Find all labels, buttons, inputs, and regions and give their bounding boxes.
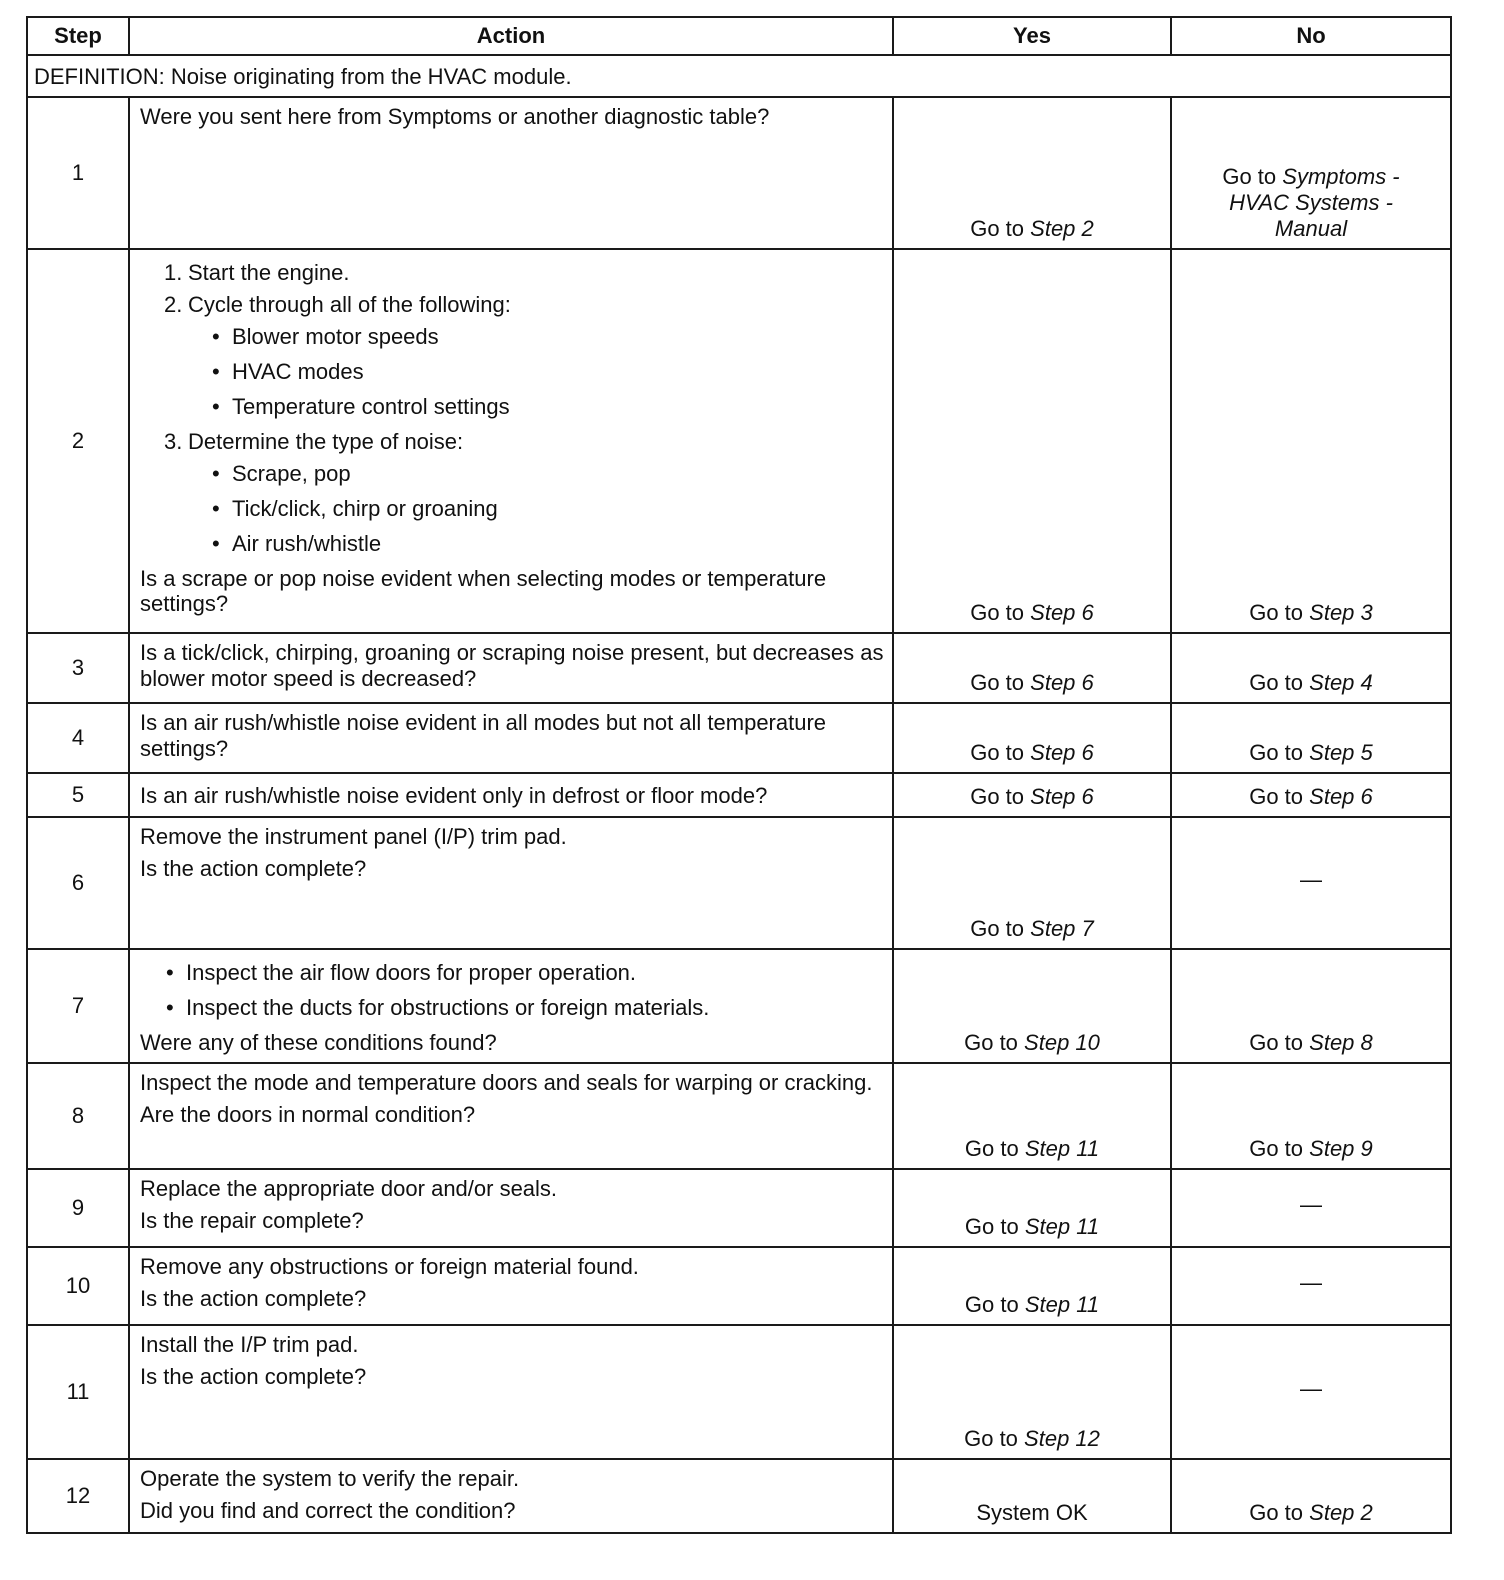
table-row bbox=[27, 817, 1451, 949]
table-row bbox=[27, 249, 1451, 633]
list-item bbox=[210, 324, 884, 350]
step-number: 5 bbox=[27, 773, 129, 817]
action-instruction: Remove any obstructions or foreign material found. bbox=[140, 1253, 639, 1279]
goto-text: Go to bbox=[1249, 600, 1304, 625]
step-reference: Step 11 bbox=[1024, 1214, 1100, 1239]
action-instruction: Operate the system to verify the repair. bbox=[140, 1465, 520, 1491]
list-item bbox=[210, 461, 884, 487]
no-cell bbox=[1171, 1063, 1451, 1169]
goto-text: Go to bbox=[1249, 1136, 1304, 1161]
goto-text: Go to bbox=[970, 784, 1025, 809]
action-cell bbox=[129, 703, 893, 773]
yes-cell bbox=[893, 1169, 1171, 1247]
step-reference: Step 11 bbox=[1024, 1136, 1100, 1161]
item-text: Inspect the air flow doors for proper operation. bbox=[186, 959, 637, 985]
list-item bbox=[210, 531, 884, 557]
list-item bbox=[164, 995, 884, 1021]
dash-text: — bbox=[1300, 866, 1322, 892]
step-number: 4 bbox=[27, 703, 129, 773]
step-number: 9 bbox=[27, 1169, 129, 1247]
header-yes: Yes bbox=[893, 17, 1171, 55]
step-reference: Step 2 bbox=[1309, 1500, 1373, 1525]
no-cell bbox=[1171, 249, 1451, 633]
step-reference: Step 12 bbox=[1024, 1426, 1100, 1451]
table-row bbox=[27, 949, 1451, 1063]
item-text: Scrape, pop bbox=[232, 460, 351, 486]
numbered-list bbox=[140, 429, 884, 455]
action-question: Were you sent here from Symptoms or another diagnostic table? bbox=[140, 103, 770, 129]
item-text: Air rush/whistle bbox=[232, 530, 382, 556]
step-reference: Step 5 bbox=[1309, 740, 1373, 765]
yes-cell bbox=[893, 633, 1171, 703]
step-number: 12 bbox=[27, 1459, 129, 1533]
item-text: Blower motor speeds bbox=[232, 323, 439, 349]
reference-line: Symptoms - bbox=[1282, 164, 1400, 190]
no-cell bbox=[1171, 773, 1451, 817]
goto-text: Go to bbox=[970, 600, 1025, 625]
list-item bbox=[210, 359, 884, 385]
bullet-icon: • bbox=[166, 994, 174, 1020]
goto-text: Go to bbox=[970, 916, 1025, 941]
no-cell bbox=[1171, 817, 1451, 949]
action-question: Is the repair complete? bbox=[140, 1207, 364, 1233]
dash-text: — bbox=[1300, 1375, 1322, 1401]
goto-text: Go to bbox=[964, 1214, 1019, 1239]
goto-text: Go to bbox=[1249, 1030, 1304, 1055]
action-instruction: Install the I/P trim pad. bbox=[140, 1331, 359, 1357]
item-text: Start the engine. bbox=[188, 259, 350, 285]
yes-cell bbox=[893, 97, 1171, 249]
bullet-list bbox=[140, 324, 884, 420]
yes-cell bbox=[893, 949, 1171, 1063]
yes-cell bbox=[893, 1247, 1171, 1325]
goto-text: Go to bbox=[964, 1292, 1019, 1317]
yes-cell bbox=[893, 1063, 1171, 1169]
step-reference: Step 2 bbox=[1030, 216, 1094, 241]
goto-text: Go to bbox=[964, 1426, 1018, 1451]
yes-cell bbox=[893, 773, 1171, 817]
table-row bbox=[27, 97, 1451, 249]
header-no: No bbox=[1171, 17, 1451, 55]
action-cell bbox=[129, 1247, 893, 1325]
item-text: Tick/click, chirp or groaning bbox=[232, 495, 498, 521]
action-cell bbox=[129, 633, 893, 703]
goto-text: Go to bbox=[970, 216, 1025, 241]
no-cell bbox=[1171, 633, 1451, 703]
no-cell bbox=[1171, 1247, 1451, 1325]
step-reference: Step 4 bbox=[1309, 670, 1373, 695]
goto-text: Go to bbox=[970, 670, 1025, 695]
step-number: 6 bbox=[27, 817, 129, 949]
goto-text: Go to bbox=[1249, 784, 1304, 809]
bullet-icon: • bbox=[212, 393, 220, 419]
header-step: Step bbox=[27, 17, 129, 55]
action-cell bbox=[129, 773, 893, 817]
goto-text: Go to bbox=[964, 1136, 1019, 1161]
step-reference: Step 6 bbox=[1030, 784, 1094, 809]
no-cell bbox=[1171, 949, 1451, 1063]
action-instruction: Remove the instrument panel (I/P) trim pad. bbox=[140, 823, 567, 849]
action-question: Is the action complete? bbox=[140, 855, 367, 881]
table-row bbox=[27, 1325, 1451, 1459]
step-reference: Step 6 bbox=[1309, 784, 1373, 809]
bullet-icon: • bbox=[166, 959, 174, 985]
bullet-icon: • bbox=[212, 358, 220, 384]
step-reference: Step 7 bbox=[1030, 916, 1094, 941]
action-cell bbox=[129, 249, 893, 633]
item-text: Temperature control settings bbox=[232, 393, 510, 419]
step-number: 8 bbox=[27, 1063, 129, 1169]
reference-line: Manual bbox=[1274, 216, 1348, 241]
goto-text: Go to bbox=[964, 1030, 1018, 1055]
yes-cell bbox=[893, 1459, 1171, 1533]
yes-cell bbox=[893, 1325, 1171, 1459]
diagnostic-table bbox=[26, 16, 1452, 1534]
yes-cell bbox=[893, 817, 1171, 949]
item-text: Cycle through all of the following: bbox=[188, 291, 511, 317]
goto-text: Go to bbox=[1249, 1500, 1304, 1525]
no-cell bbox=[1171, 1169, 1451, 1247]
action-instruction: Inspect the mode and temperature doors and seals for warping or cracking. bbox=[140, 1069, 873, 1095]
goto-text: Go to bbox=[1249, 670, 1304, 695]
goto-text: Go to bbox=[1249, 740, 1304, 765]
action-cell bbox=[129, 1063, 893, 1169]
list-item: 3. Determine the type of noise: bbox=[164, 428, 464, 454]
action-cell bbox=[129, 1459, 893, 1533]
table-row bbox=[27, 773, 1451, 817]
dash-text: — bbox=[1300, 1191, 1322, 1217]
action-question: Is the action complete? bbox=[140, 1285, 367, 1311]
step-reference: Step 10 bbox=[1024, 1030, 1100, 1055]
step-reference: Step 11 bbox=[1024, 1292, 1100, 1317]
action-question: Did you find and correct the condition? bbox=[140, 1497, 516, 1523]
bullet-icon: • bbox=[212, 460, 220, 486]
action-cell bbox=[129, 1325, 893, 1459]
action-question: Is an air rush/whistle noise evident only in defrost or floor mode? bbox=[140, 782, 768, 808]
numbered-list bbox=[140, 260, 884, 318]
list-item bbox=[164, 960, 884, 986]
no-cell bbox=[1171, 97, 1451, 249]
action-cell bbox=[129, 949, 893, 1063]
action-question: Is a tick/click, chirping, groaning or scraping noise present, but decreases as blower motor speed is decreased? bbox=[140, 639, 884, 691]
bullet-icon: • bbox=[212, 530, 220, 556]
action-question: Is the action complete? bbox=[140, 1363, 367, 1389]
result-text: System OK bbox=[976, 1500, 1088, 1525]
step-reference: Step 3 bbox=[1309, 600, 1373, 625]
list-item: 2. Cycle through all of the following: bbox=[164, 291, 511, 317]
list-item bbox=[210, 496, 884, 522]
action-question: Is a scrape or pop noise evident when selecting modes or temperature settings? bbox=[140, 565, 827, 617]
step-number: 3 bbox=[27, 633, 129, 703]
table-row bbox=[27, 1063, 1451, 1169]
item-text: Determine the type of noise: bbox=[188, 428, 464, 454]
step-number: 7 bbox=[27, 949, 129, 1063]
goto-text: Go to bbox=[970, 740, 1025, 765]
bullet-icon: • bbox=[212, 323, 220, 349]
step-number: 2 bbox=[27, 249, 129, 633]
action-cell bbox=[129, 97, 893, 249]
yes-cell bbox=[893, 249, 1171, 633]
dash-text: — bbox=[1300, 1269, 1322, 1295]
bullet-list bbox=[140, 461, 884, 557]
table-row bbox=[27, 703, 1451, 773]
item-text: Inspect the ducts for obstructions or foreign materials. bbox=[186, 994, 710, 1020]
no-cell bbox=[1171, 1459, 1451, 1533]
goto-text: Go to bbox=[1222, 164, 1277, 190]
table-row bbox=[27, 633, 1451, 703]
step-reference: Step 6 bbox=[1030, 740, 1094, 765]
action-question: Were any of these conditions found? bbox=[140, 1029, 497, 1055]
header-row bbox=[27, 17, 1451, 55]
action-cell bbox=[129, 817, 893, 949]
step-reference: Step 9 bbox=[1309, 1136, 1373, 1161]
yes-cell bbox=[893, 703, 1171, 773]
no-cell bbox=[1171, 1325, 1451, 1459]
header-action: Action bbox=[129, 17, 893, 55]
action-question: Are the doors in normal condition? bbox=[140, 1101, 476, 1127]
definition-text: DEFINITION: Noise originating from the HVAC module. bbox=[27, 55, 1451, 97]
table-row bbox=[27, 1247, 1451, 1325]
step-number: 1 bbox=[27, 97, 129, 249]
step-reference: Step 8 bbox=[1309, 1030, 1373, 1055]
list-item bbox=[210, 394, 884, 420]
no-cell bbox=[1171, 703, 1451, 773]
action-instruction: Replace the appropriate door and/or seals. bbox=[140, 1175, 558, 1201]
step-number: 11 bbox=[27, 1325, 129, 1459]
bullet-icon: • bbox=[212, 495, 220, 521]
step-reference: Step 6 bbox=[1030, 600, 1094, 625]
list-item: 1. Start the engine. bbox=[164, 259, 350, 285]
definition-row bbox=[27, 55, 1451, 97]
table-row bbox=[27, 1169, 1451, 1247]
reference-line: HVAC Systems - bbox=[1229, 190, 1393, 216]
action-cell bbox=[129, 1169, 893, 1247]
action-question: Is an air rush/whistle noise evident in all modes but not all temperature settings? bbox=[140, 709, 827, 761]
item-text: HVAC modes bbox=[232, 358, 364, 384]
table-row bbox=[27, 1459, 1451, 1533]
step-reference: Step 6 bbox=[1030, 670, 1094, 695]
step-number: 10 bbox=[27, 1247, 129, 1325]
bullet-list bbox=[140, 960, 884, 1021]
